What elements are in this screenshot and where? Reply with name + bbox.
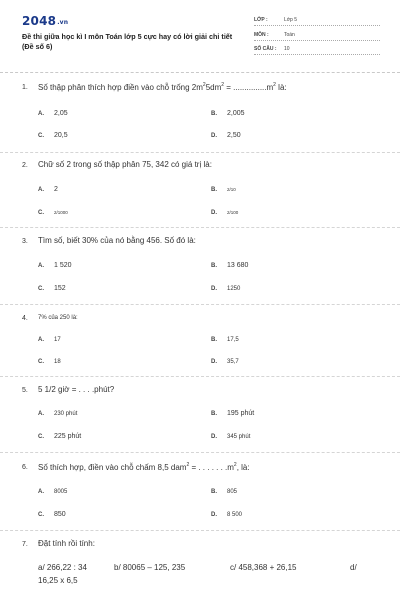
option-a[interactable]: A. 8005 (38, 489, 68, 495)
option-d[interactable]: D. 35,7 (211, 359, 239, 365)
option-c[interactable]: C. 2/1000 (38, 210, 68, 216)
logo-suffix: .vn (57, 19, 69, 26)
question-divider (0, 452, 400, 453)
option-a[interactable]: A. 2,05 (38, 110, 68, 117)
option-c[interactable]: C. 225 phút (38, 433, 82, 440)
option-b[interactable]: B. 2/10 (211, 187, 236, 193)
site-logo[interactable] (22, 14, 68, 28)
meta-value: Lớp 5 (284, 17, 298, 23)
question-divider (0, 530, 400, 531)
question-text: Tìm số, biết 30% của nó bằng 456. Số đó là: (38, 236, 196, 245)
option-a[interactable]: A. 1 520 (38, 262, 72, 269)
question-number: 2. (22, 162, 28, 169)
question-text: Số thập phân thích hợp điền vào chỗ trống $2m^25dm^2 = ...............m^2$ là: (38, 82, 287, 92)
option-b[interactable]: B. 2,005 (211, 110, 245, 117)
question-number: 7. (22, 541, 28, 548)
option-c[interactable]: C. 152 (38, 285, 66, 292)
question-text: Đặt tính rồi tính: (38, 539, 95, 548)
calc-c: c/ 458,368 + 26,15 (230, 563, 297, 572)
question-number: 1. (22, 84, 28, 91)
question-number: 4. (22, 315, 28, 322)
meta-value: Toán (284, 32, 295, 38)
option-d[interactable]: D. 1250 (211, 286, 241, 292)
option-b[interactable]: B. 195 phút (211, 410, 255, 417)
document-title: Đề thi giữa học kì I môn Toán lớp 5 cực hay có lời giải chi tiết (Đề số 6) (22, 32, 233, 51)
question-number: 5. (22, 387, 28, 394)
meta-key: MÔN : (254, 32, 269, 38)
question-divider (0, 376, 400, 377)
meta-question-count (254, 42, 380, 55)
option-d[interactable]: D. 345 phút (211, 434, 251, 440)
calc-a: a/ 266,22 : 34 (38, 563, 87, 572)
document-header (0, 0, 400, 64)
meta-class (254, 13, 380, 26)
meta-value: 10 (284, 46, 290, 52)
meta-key: SỐ CÂU : (254, 46, 277, 52)
meta-key: LỚP : (254, 17, 268, 23)
option-d[interactable]: D. 2,50 (211, 132, 241, 139)
question-text: Chữ số 2 trong số thập phân 75, 342 có giá trị là: (38, 160, 212, 169)
question-text: Số thích hợp, điền vào chỗ chấm 8,5 dam$^2$ = . . . . . . $.m^2$, là: (38, 462, 250, 472)
option-c[interactable]: C. 18 (38, 359, 61, 365)
question-divider (0, 152, 400, 153)
option-c[interactable]: C. 850 (38, 511, 66, 518)
option-b[interactable]: B. 805 (211, 489, 238, 495)
question-divider (0, 304, 400, 305)
calc-b: b/ 80065 – 125, 235 (114, 563, 186, 572)
option-a[interactable]: A. 230 phút (38, 411, 78, 417)
option-d[interactable]: D. 2/100 (211, 210, 239, 216)
option-c[interactable]: C. 20,5 (38, 132, 68, 139)
question-number: 6. (22, 464, 28, 471)
question-text: 5 1/2 giờ = . . . .phút? (38, 385, 115, 394)
calc-d-label: d/ (350, 563, 357, 572)
option-b[interactable]: B. 13 680 (211, 262, 249, 269)
question-text: 7% của 250 là: (38, 315, 78, 321)
calc-d: 16,25 x 6,5 (38, 576, 78, 585)
meta-subject (254, 28, 380, 41)
question-number: 3. (22, 238, 28, 245)
option-b[interactable]: B. 17,5 (211, 337, 239, 343)
option-a[interactable]: A. 2 (38, 186, 58, 193)
option-a[interactable]: A. 17 (38, 337, 61, 343)
option-d[interactable]: D. 8 500 (211, 512, 243, 518)
question-divider (0, 227, 400, 228)
header-divider (0, 72, 400, 73)
logo-text: 2048 (22, 14, 57, 28)
